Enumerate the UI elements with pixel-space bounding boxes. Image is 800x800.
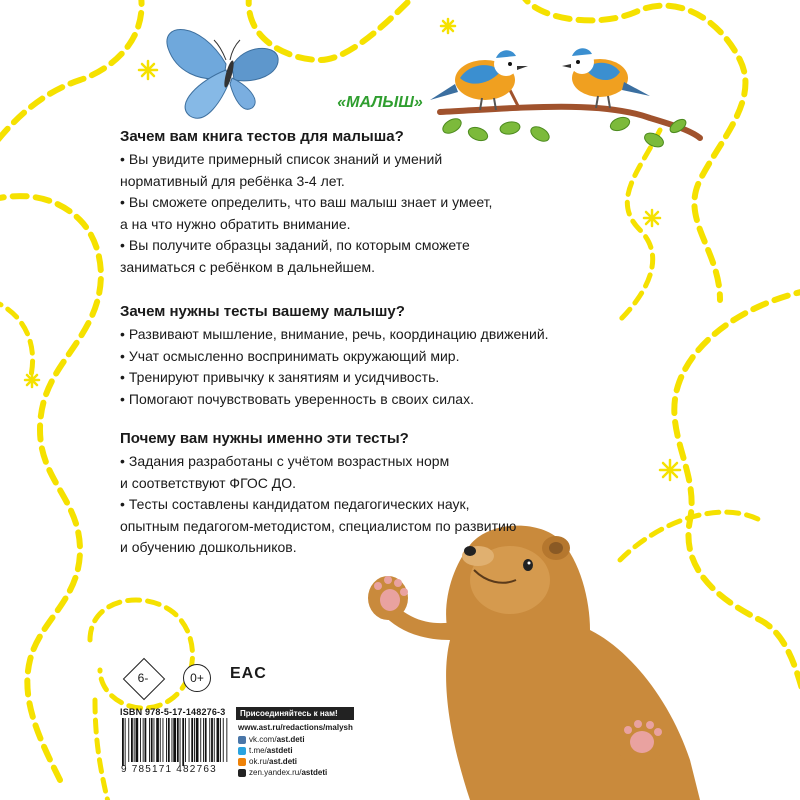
section-heading: Зачем вам книга тестов для малыша?: [120, 128, 404, 145]
barcode-bar: [226, 718, 227, 762]
age-mark-diamond: [121, 656, 165, 700]
bullet-marker: •: [120, 237, 125, 253]
paragraph-line: нормативный для ребёнка 3-4 лет.: [120, 172, 345, 189]
paragraph-line: заниматься с ребёнком в дальнейшем.: [120, 258, 376, 275]
zen-icon: [238, 769, 246, 777]
telegram-icon: [238, 747, 246, 755]
bullet-paragraph: [120, 324, 600, 346]
barcode-bar: [205, 718, 207, 762]
barcode-bar: [203, 718, 204, 762]
paragraph-line: Учат осмысленно воспринимать окружающий мир.: [128, 347, 460, 364]
paragraph-line: Вы увидите примерный список знаний и умений: [128, 151, 443, 167]
social-link-odnoklassniki[interactable]: [238, 756, 354, 767]
paragraph-line: а на что нужно обратить внимание.: [120, 215, 351, 232]
bullet-paragraph: [120, 367, 600, 389]
barcode-bar: [200, 718, 201, 762]
bullet-paragraph: [120, 346, 600, 368]
social-link-vk[interactable]: [238, 734, 354, 745]
barcode-bar: [134, 718, 135, 762]
bullet-paragraph: [120, 149, 600, 192]
social-link-zen[interactable]: [238, 767, 354, 778]
social-link-prefix: t.me/: [249, 746, 267, 755]
bullet-paragraph: [120, 389, 600, 411]
publisher-logo-text: «МАЛЫШ»: [337, 94, 423, 111]
barcode-bar: [149, 718, 150, 762]
paragraph-line: Тесты составлены кандидатом педагогических наук,: [128, 496, 470, 512]
isbn-label: ISBN 978-5-17-148276-3: [120, 707, 226, 717]
social-link-handle: ast.deti: [269, 757, 298, 766]
barcode-bar: [209, 718, 210, 762]
paragraph-line: Развивают мышление, внимание, речь, координацию движений.: [128, 326, 549, 342]
barcode-bar: [145, 718, 147, 762]
paragraph-line: и обучению дошкольников.: [120, 539, 297, 555]
bullet-marker: •: [120, 496, 125, 512]
barcode-bar: [220, 718, 221, 762]
barcode-bar: [156, 718, 159, 762]
butterfly-illustration: [167, 29, 278, 118]
social-link-prefix: zen.yandex.ru/: [249, 768, 302, 777]
barcode-bar: [211, 718, 213, 762]
barcode-bar: [182, 718, 184, 766]
social-link-handle: ast.deti: [276, 735, 305, 744]
barcode-bar: [154, 718, 155, 762]
paragraph-line: Тренируют привычку к занятиям и усидчивость.: [128, 369, 440, 385]
barcode-bar: [194, 718, 195, 762]
social-link-telegram[interactable]: [238, 745, 354, 756]
barcode-bar: [125, 718, 126, 766]
bear-illustration: [368, 526, 700, 800]
bullet-paragraph: [120, 494, 600, 559]
join-us-banner: Присоединяйтесь к нам!: [236, 707, 354, 720]
vk-icon: [238, 736, 246, 744]
social-links-panel: [236, 707, 354, 778]
paragraph-line: Задания разработаны с учётом возрастных норм: [128, 453, 450, 469]
bullet-marker: •: [120, 369, 125, 385]
social-link-prefix: vk.com/: [249, 735, 277, 744]
bullet-paragraph: [120, 451, 600, 494]
age-mark-diamond-label: 6-: [137, 671, 149, 685]
social-link-handle: astdeti: [301, 768, 328, 777]
publisher-logo: [330, 89, 430, 118]
barcode-bar: [166, 718, 167, 762]
odnoklassniki-icon: [238, 758, 246, 766]
barcode-number: 9 785171 482763: [121, 764, 217, 775]
paragraph-line: Вы сможете определить, что ваш малыш знает и умеет,: [128, 194, 493, 210]
barcode-bar: [189, 718, 190, 762]
barcode-bar: [122, 718, 124, 766]
barcode-bar: [172, 718, 173, 762]
bullet-marker: •: [120, 151, 125, 167]
barcode-bar: [136, 718, 139, 762]
website-link[interactable]: www.ast.ru/redactions/malysh: [238, 723, 353, 732]
paragraph-line: и соответствуют ФГОС ДО.: [120, 474, 297, 491]
barcode-bar: [151, 718, 153, 762]
paragraph-line: опытным педагогом-методистом, специалистом по развитию: [120, 517, 517, 534]
barcode-bars: [122, 718, 227, 766]
barcode-bar: [196, 718, 199, 762]
barcode-bar: [177, 718, 179, 762]
barcode-bar: [140, 718, 141, 762]
bullet-marker: •: [120, 326, 125, 342]
paragraph-line: Вы получите образцы заданий, по которым сможете: [128, 237, 470, 253]
section-heading: Почему вам нужны именно эти тесты?: [120, 430, 409, 447]
barcode-bar: [168, 718, 170, 762]
barcode-bar: [160, 718, 161, 762]
barcode-bar: [128, 718, 129, 762]
social-link-handle: astdeti: [266, 746, 293, 755]
section-why-these-tests: [120, 430, 600, 559]
publisher-logo-shape: [330, 89, 430, 113]
barcode-bar: [131, 718, 133, 762]
bullet-marker: •: [120, 390, 125, 407]
paragraph-line: Помогают почувствовать уверенность в своих силах.: [128, 390, 474, 407]
age-rating-badge: 0+: [183, 664, 211, 692]
section-heading: Зачем нужны тесты вашему малышу?: [120, 303, 405, 320]
barcode-bar: [214, 718, 215, 762]
bullet-marker: •: [120, 194, 125, 210]
barcode-bar: [185, 718, 186, 762]
section-why-tests: [120, 303, 600, 410]
barcode-bar: [217, 718, 220, 762]
bullet-marker: •: [120, 347, 125, 364]
bullet-marker: •: [120, 453, 125, 469]
barcode-image: [120, 718, 230, 766]
barcode-bar: [180, 718, 181, 766]
bullet-paragraph: [120, 192, 600, 235]
barcode-bar: [143, 718, 144, 762]
bullet-paragraph: [120, 235, 600, 278]
eac-certification-mark: EAC: [230, 665, 267, 682]
barcode-bar: [223, 718, 224, 762]
barcode-bar: [173, 718, 176, 762]
social-link-prefix: ok.ru/: [249, 757, 270, 766]
barcode-bar: [191, 718, 193, 762]
barcode-bar: [163, 718, 164, 762]
section-why-book: [120, 128, 600, 278]
